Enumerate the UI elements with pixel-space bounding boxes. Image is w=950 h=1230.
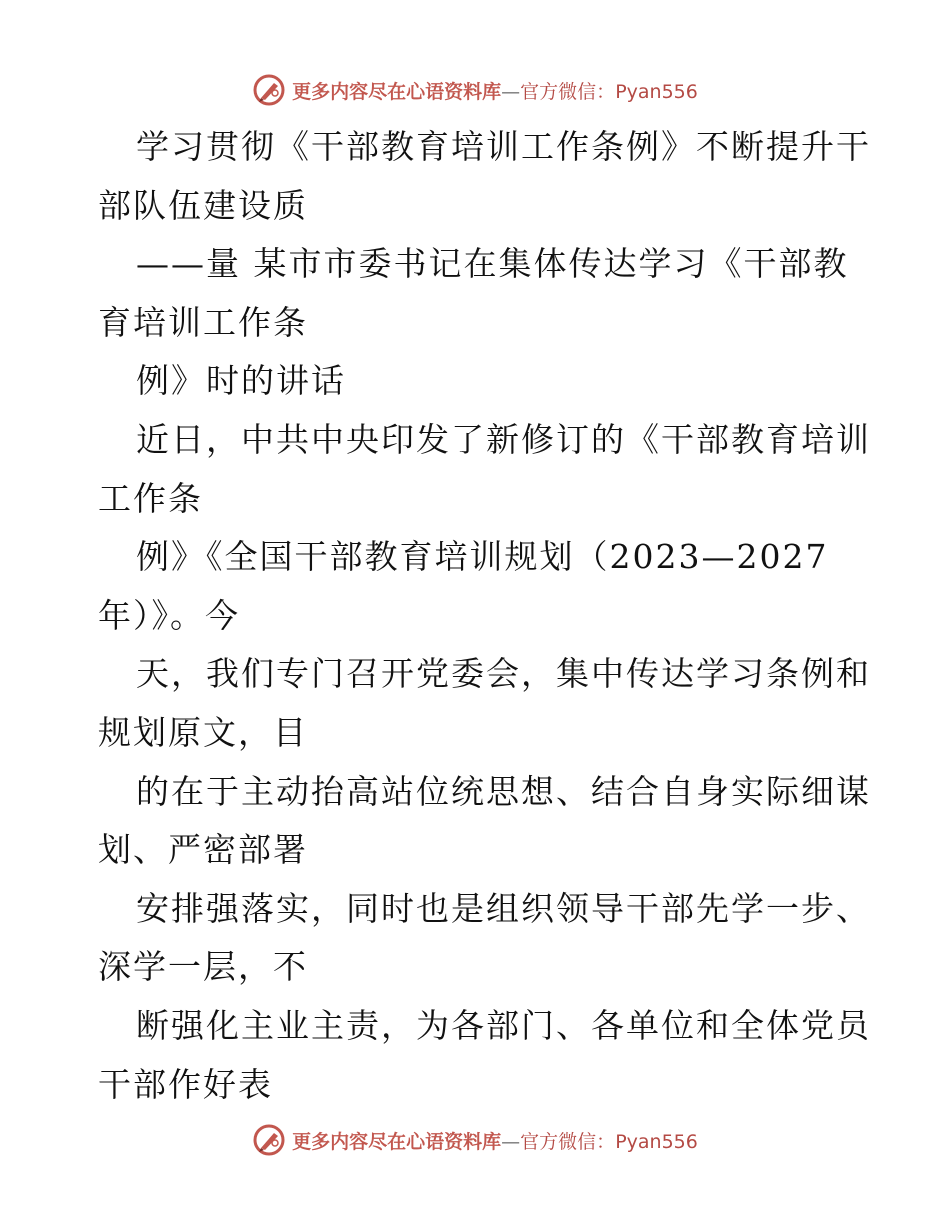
- text-line: 干部作好表: [98, 1064, 273, 1104]
- text-line: 工作条: [98, 478, 203, 518]
- text-line: 学习贯彻《干部教育培训工作条例》不断提升干: [136, 127, 871, 166]
- text-line: 例》《全国干部教育培训规划（2023—2027: [136, 537, 829, 577]
- text-line: ——量 某市市委书记在集体传达学习《干部教: [136, 244, 849, 284]
- banner-text: [292, 1127, 698, 1154]
- banner-dash: —: [501, 1130, 521, 1153]
- text-line: 部队伍建设质: [98, 185, 308, 225]
- pen-seal-logo-icon: [252, 73, 286, 107]
- document-body: [98, 118, 871, 1114]
- text-line: 近日，中共中央印发了新修订的《干部教育培训: [136, 419, 871, 459]
- banner-site: 更多内容尽在心语资料库: [292, 80, 502, 103]
- text-line: 深学一层，不: [98, 947, 308, 987]
- text-line: 断强化主业主责，为各部门、各单位和全体党员: [136, 1005, 871, 1045]
- banner-contact-label: 官方微信：: [520, 1130, 616, 1153]
- text-line: 划、严密部署: [98, 830, 308, 870]
- text-line: 的在于主动抬高站位统思想、结合自身实际细谋: [136, 771, 871, 811]
- text-line: 例》时的讲话: [136, 361, 346, 401]
- banner-contact-id: Pyan556: [615, 1130, 698, 1153]
- text-line: 安排强落实，同时也是组织领导干部先学一步、: [136, 888, 871, 928]
- pen-seal-logo-icon: [252, 1123, 286, 1157]
- header-banner: [0, 70, 950, 110]
- text-line: 规划原文，目: [98, 712, 308, 752]
- banner-dash: —: [501, 80, 521, 103]
- text-line: 年）》。今: [98, 595, 240, 635]
- banner-contact-label: 官方微信：: [520, 80, 616, 103]
- banner-text: [292, 77, 698, 104]
- footer-banner: [0, 1120, 950, 1160]
- text-line: 天，我们专门召开党委会，集中传达学习条例和: [136, 654, 871, 694]
- banner-contact-id: Pyan556: [615, 80, 698, 103]
- text-line: 育培训工作条: [98, 302, 308, 342]
- banner-site: 更多内容尽在心语资料库: [292, 1130, 502, 1153]
